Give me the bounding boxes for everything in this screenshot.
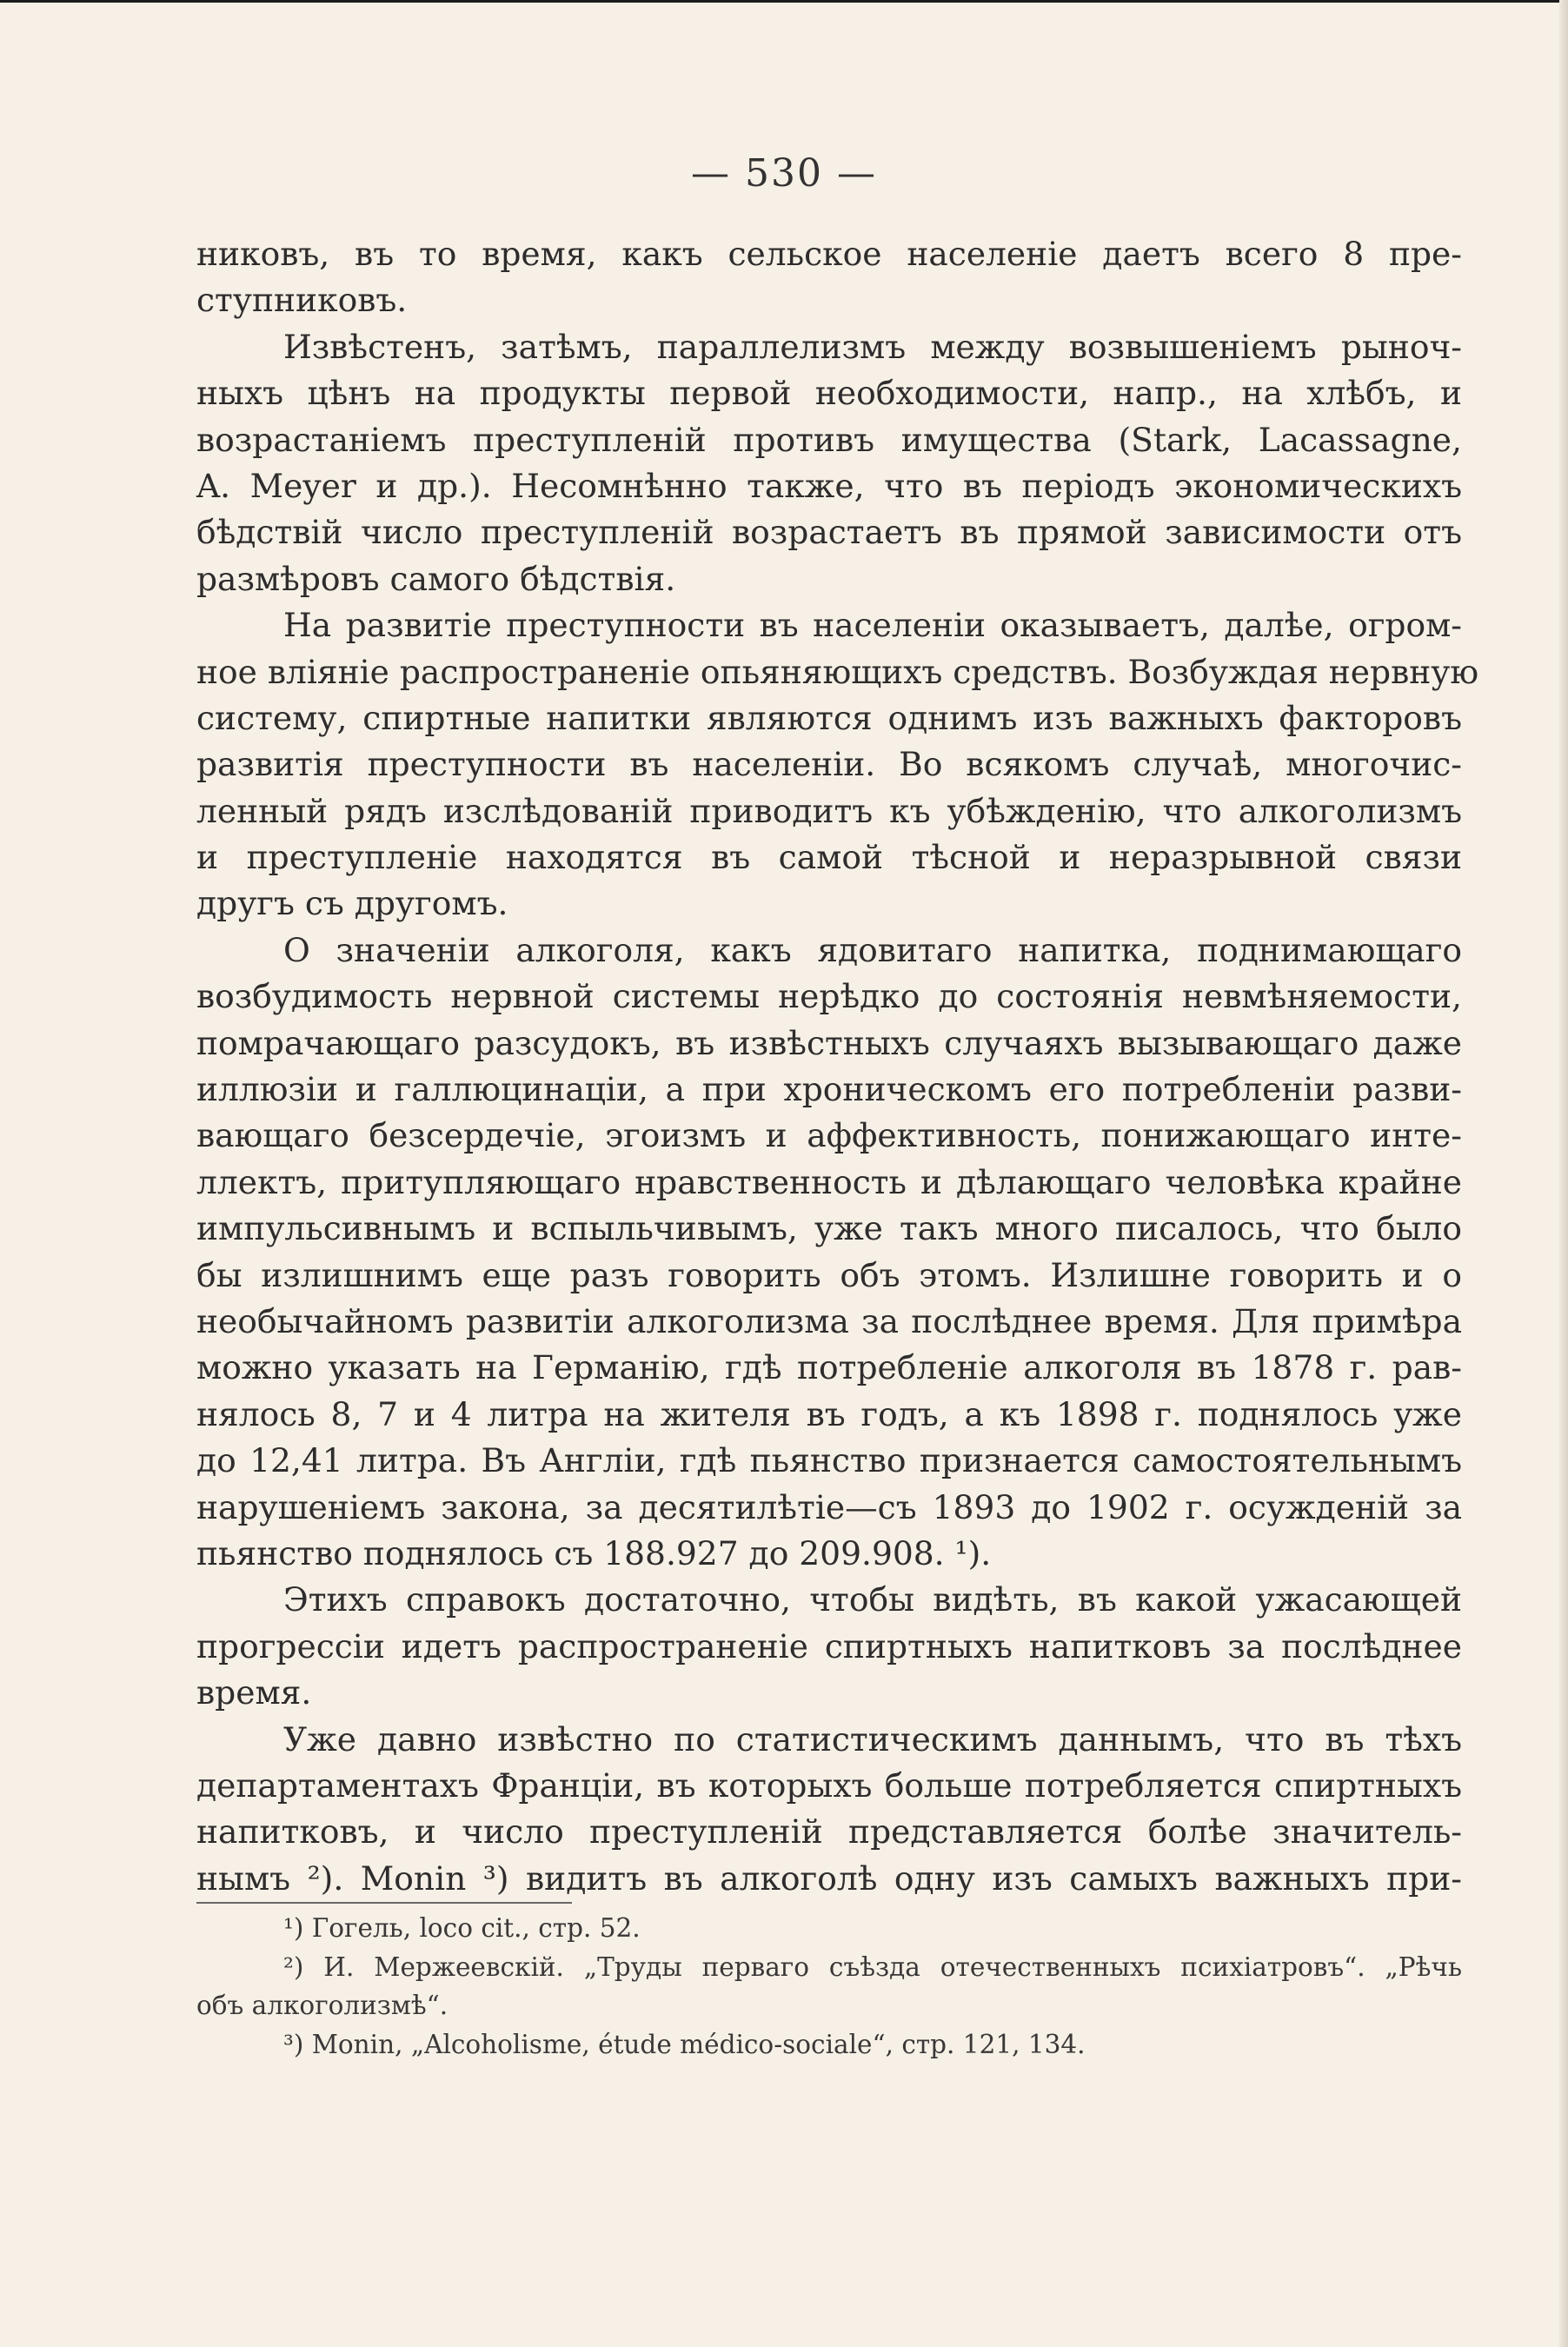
text-line: нымъ ²). Monin ³) видитъ въ алкоголѣ одну изъ самыхъ важныхъ при- — [196, 1858, 1462, 1898]
text-line: ныхъ цѣнъ на продукты первой необходимости, напр., на хлѣбъ, и — [196, 374, 1462, 413]
footnote-divider — [196, 1902, 572, 1904]
text-line: О значеніи алкоголя, какъ ядовитаго напитка, поднимающаго — [283, 930, 1462, 969]
footnote-line: ¹) Гогель, loco cit., стр. 52. — [283, 1913, 641, 1943]
body-text — [196, 231, 1479, 1902]
text-line: помрачающаго разсудокъ, въ извѣстныхъ случаяхъ вызывающаго даже — [196, 1023, 1462, 1062]
text-line: можно указать на Германію, гдѣ потребленіе алкоголя въ 1878 г. рав- — [196, 1348, 1462, 1387]
text-line: импульсивнымъ и вспыльчивымъ, уже такъ много писалось, что было — [196, 1209, 1462, 1248]
footnote-line: объ алкоголизмѣ“. — [196, 1991, 448, 2020]
text-line: размѣровъ самого бѣдствія. — [196, 559, 676, 598]
text-line: иллюзіи и галлюцинаціи, а при хроническомъ его потребленіи разви- — [196, 1070, 1462, 1109]
text-line: нялось 8, 7 и 4 литра на жителя въ годъ, а къ 1898 г. поднялось уже — [196, 1394, 1462, 1433]
text-line: Этихъ справокъ достаточно, чтобы видѣть, въ какой ужасающей — [283, 1580, 1462, 1619]
text-line: Извѣстенъ, затѣмъ, параллелизмъ между возвышеніемъ рыноч- — [283, 327, 1462, 366]
text-line: возбудимость нервной системы нерѣдко до состоянія невмѣняемости, — [196, 977, 1462, 1016]
scan-right-edge — [1559, 0, 1568, 2347]
text-line: ступниковъ. — [196, 281, 408, 320]
text-line: развитія преступности въ населеніи. Во всякомъ случаѣ, многочис- — [196, 745, 1462, 784]
footnotes — [196, 1909, 1462, 2064]
text-line: нарушеніемъ закона, за десятилѣтіе—съ 1893 до 1902 г. осужденій за — [196, 1487, 1462, 1526]
text-line: бѣдствій число преступленій возрастаетъ въ прямой зависимости отъ — [196, 513, 1462, 552]
text-line: A. Meyer и др.). Несомнѣнно также, что въ періодъ экономическихъ — [196, 466, 1462, 505]
text-line: прогрессіи идетъ распространеніе спиртныхъ напитковъ за послѣднее — [196, 1626, 1462, 1666]
text-line: департаментахъ Франціи, въ которыхъ больше потребляется спиртныхъ — [196, 1765, 1462, 1805]
text-line: Уже давно извѣстно по статистическимъ даннымъ, что въ тѣхъ — [283, 1719, 1462, 1759]
text-line: ное вліяніе распространеніе опьяняющихъ средствъ. Возбуждая нервную — [196, 652, 1479, 691]
text-line: ллектъ, притупляющаго нравственность и дѣлающаго человѣка крайне — [196, 1162, 1462, 1201]
text-line: возрастаніемъ преступленій противъ имущества (Stark, Lacassagne, — [196, 420, 1462, 459]
text-line: вающаго безсердечіе, эгоизмъ и аффективность, понижающаго инте- — [196, 1116, 1462, 1155]
footnote-line: ³) Monin, „Alcoholisme, étude médico-sociale“, стр. 121, 134. — [283, 2029, 1086, 2059]
text-line: никовъ, въ то время, какъ сельское населеніе даетъ всего 8 пре- — [196, 235, 1462, 273]
text-line: бы излишнимъ еще разъ говорить объ этомъ. Излишне говорить и о — [196, 1255, 1462, 1294]
text-line: до 12,41 литра. Въ Англіи, гдѣ пьянство признается самостоятельнымъ — [196, 1441, 1462, 1480]
text-line: систему, спиртные напитки являются однимъ изъ важныхъ факторовъ — [196, 698, 1462, 737]
text-line: ленный рядъ изслѣдованій приводитъ къ убѣжденію, что алкоголизмъ — [196, 791, 1462, 830]
text-line: время. — [196, 1673, 312, 1712]
text-line: На развитіе преступности въ населеніи оказываетъ, далѣе, огром- — [283, 606, 1462, 645]
text-line: напитковъ, и число преступленій представляется болѣе значитель- — [196, 1812, 1462, 1852]
scan-top-edge — [0, 0, 1568, 3]
text-line: и преступленіе находятся въ самой тѣсной и неразрывной связи — [196, 838, 1462, 877]
footnote-line: ²) И. Мержеевскій. „Труды перваго съѣзда отечественныхъ психіатровъ“. „Рѣчь — [283, 1951, 1462, 1982]
text-line: пьянство поднялось съ 188.927 до 209.908. ¹). — [196, 1533, 992, 1572]
text-line: необычайномъ развитіи алкоголизма за послѣднее время. Для примѣра — [196, 1301, 1462, 1340]
text-line: другъ съ другомъ. — [196, 884, 508, 923]
page-number: — 530 — — [691, 151, 877, 196]
